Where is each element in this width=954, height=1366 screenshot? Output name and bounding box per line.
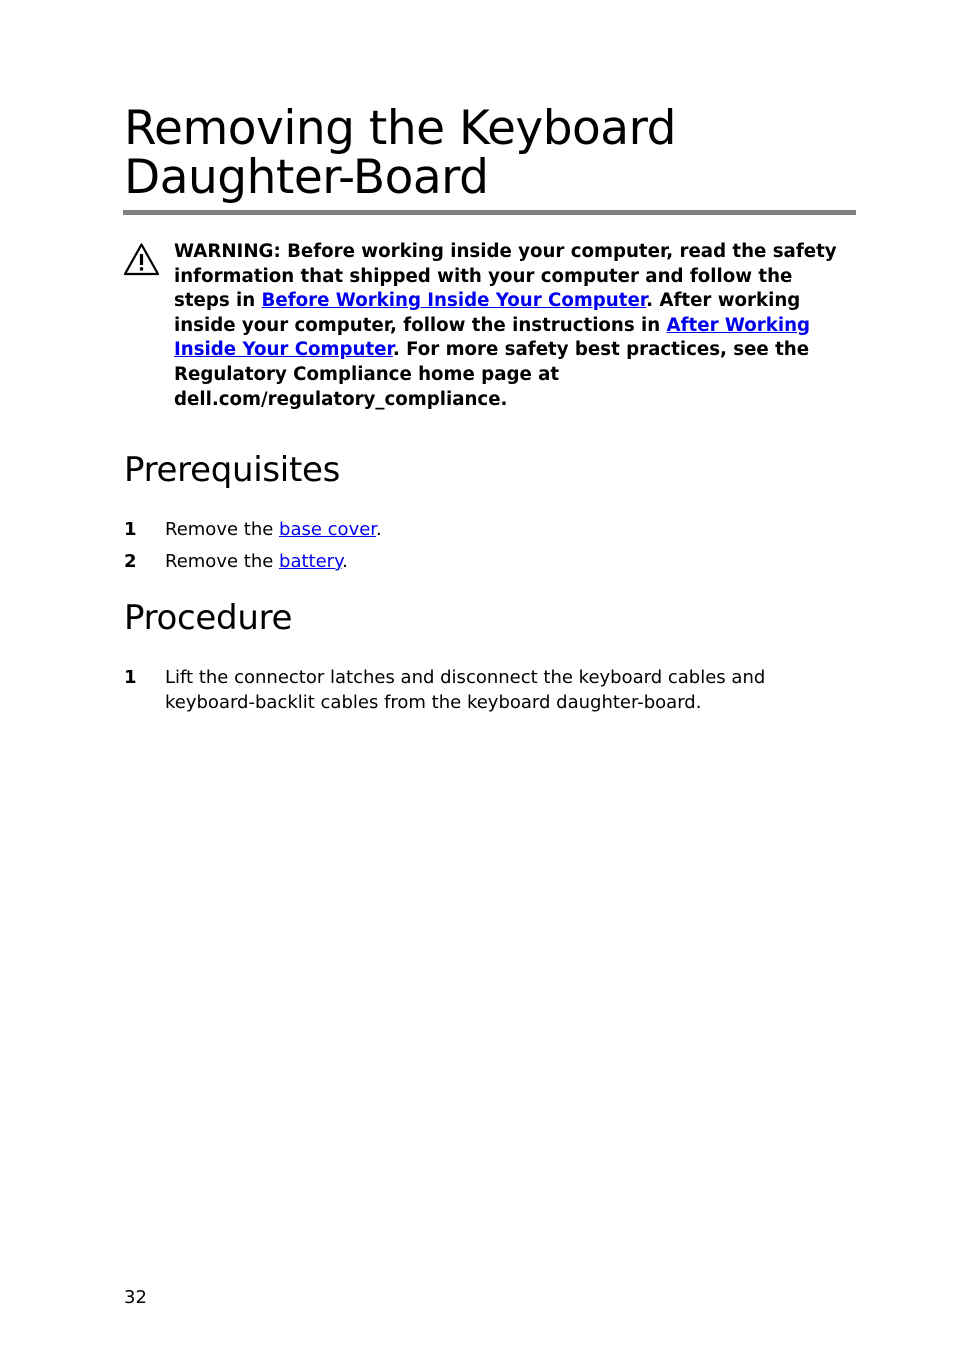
before-working-inside-link[interactable]: Before Working Inside Your Computer <box>261 290 647 312</box>
base-cover-link[interactable]: base cover <box>279 519 377 540</box>
step-number: 1 <box>124 519 137 540</box>
warning-lead-text: WARNING: Before working inside your computer, read the safety information that shipped with your computer and follow the steps in <box>174 241 837 312</box>
procedure-heading: Procedure <box>124 598 293 638</box>
step-number: 2 <box>124 551 137 572</box>
warning-tail-text: . For more safety best practices, see the Regulatory Compliance home page at dell.com/regulatory_compliance. <box>174 339 810 410</box>
step-text: Remove the <box>165 519 280 540</box>
after-working-inside-link[interactable]: After Working Inside Your Computer <box>174 314 811 361</box>
warning-triangle-icon <box>123 242 160 276</box>
step-text: Remove the <box>165 551 280 572</box>
step-text-end: . <box>376 519 382 540</box>
procedure-step <box>124 665 824 715</box>
warning-notice <box>174 240 849 412</box>
step-text: Lift the connector latches and disconnect the keyboard cables and keyboard-backlit cables from the keyboard daughter-board. <box>165 667 766 713</box>
battery-link[interactable]: battery <box>279 551 343 572</box>
prerequisites-heading: Prerequisites <box>124 450 341 490</box>
page-title: Removing the Keyboard Daughter-Board <box>124 101 676 205</box>
title-divider <box>123 210 856 215</box>
prerequisite-step <box>124 549 824 574</box>
warning-mid-text: . After working inside your computer, follow the instructions in <box>174 290 801 336</box>
step-text-end: . <box>342 551 348 572</box>
prerequisite-step <box>124 517 824 542</box>
step-number: 1 <box>124 667 137 688</box>
page-number: 32 <box>124 1287 147 1308</box>
